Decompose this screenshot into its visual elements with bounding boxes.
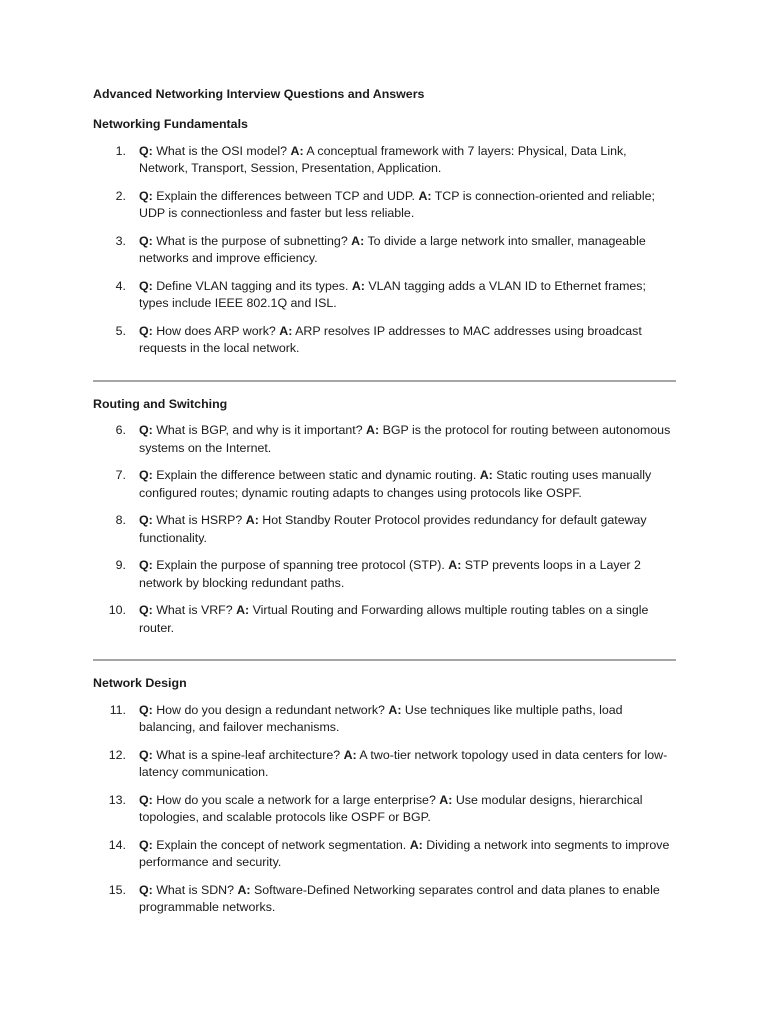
qa-item <box>93 467 676 502</box>
answer-text: Static routing uses manually configured routes; dynamic routing adapts to changes using protocols like OSPF. <box>139 468 652 500</box>
answer-text: To divide a large network into smaller, manageable networks and improve efficiency. <box>139 233 646 265</box>
answer-label: A: <box>439 792 453 807</box>
question-text: What is HSRP? <box>156 513 243 527</box>
answer-text: A two-tier network topology used in data centers for low-latency communication. <box>139 747 668 779</box>
item-number: 13. <box>108 792 126 807</box>
answer-label: A: <box>366 423 380 437</box>
answer-text: A conceptual framework with 7 layers: Physical, Data Link, Network, Transport, Session, Presentation, Application. <box>139 143 627 175</box>
question-label: Q: <box>139 837 153 852</box>
qa-item <box>93 557 676 592</box>
answer-text: TCP is connection-oriented and reliable; UDP is connectionless and faster but less reliable. <box>139 188 655 220</box>
question-text: What is VRF? <box>156 603 233 617</box>
item-number: 2. <box>115 188 126 203</box>
document-title: Advanced Networking Interview Questions and Answers <box>93 87 425 101</box>
answer-label: A: <box>351 278 365 293</box>
qa-item <box>93 747 676 782</box>
answer-label: A: <box>479 468 493 482</box>
answer-text: Use techniques like multiple paths, load balancing, and failover mechanisms. <box>139 702 623 734</box>
item-number: 6. <box>115 423 126 437</box>
answer-label: A: <box>351 233 365 248</box>
answer-text: Hot Standby Router Protocol provides redundancy for default gateway functionality. <box>139 513 647 545</box>
question-text: What is the purpose of subnetting? <box>156 233 348 248</box>
answer-label: A: <box>448 558 462 572</box>
qa-list <box>93 143 676 358</box>
question-label: Q: <box>139 603 153 617</box>
question-text: Define VLAN tagging and its types. <box>156 278 349 293</box>
question-text: Explain the differences between TCP and UDP. <box>156 188 415 203</box>
qa-item <box>93 792 676 827</box>
qa-item <box>93 422 676 457</box>
item-number: 1. <box>115 143 126 158</box>
answer-text: ARP resolves IP addresses to MAC addresses using broadcast requests in the local network. <box>139 323 642 355</box>
answer-text: Use modular designs, hierarchical topologies, and scalable protocols like OSPF or BGP. <box>139 792 643 824</box>
question-text: What is BGP, and why is it important? <box>156 423 363 437</box>
qa-item <box>93 188 676 223</box>
answer-label: A: <box>343 747 357 762</box>
question-label: Q: <box>139 468 153 482</box>
question-text: How do you design a redundant network? <box>156 702 385 717</box>
item-number: 12. <box>108 747 126 762</box>
question-label: Q: <box>139 278 153 293</box>
section-heading: Network Design <box>93 676 187 690</box>
section-heading: Networking Fundamentals <box>93 117 248 131</box>
answer-label: A: <box>236 603 250 617</box>
qa-item <box>93 837 676 872</box>
qa-item <box>93 278 676 313</box>
question-text: How do you scale a network for a large enterprise? <box>156 792 436 807</box>
question-label: Q: <box>139 143 153 158</box>
question-label: Q: <box>139 747 153 762</box>
item-number: 10. <box>108 603 126 617</box>
answer-label: A: <box>245 513 259 527</box>
answer-label: A: <box>388 702 402 717</box>
item-number: 8. <box>115 513 126 527</box>
answer-label: A: <box>237 882 251 897</box>
question-text: Explain the concept of network segmentation. <box>156 837 407 852</box>
answer-text: Software-Defined Networking separates control and data planes to enable programmable networks. <box>139 882 660 914</box>
section-divider <box>93 659 676 661</box>
question-label: Q: <box>139 882 153 897</box>
item-number: 9. <box>115 558 126 572</box>
item-number: 4. <box>115 278 126 293</box>
answer-text: BGP is the protocol for routing between autonomous systems on the Internet. <box>139 423 671 455</box>
item-number: 14. <box>108 837 126 852</box>
item-number: 11. <box>109 702 126 717</box>
answer-label: A: <box>290 143 304 158</box>
qa-item <box>93 702 676 737</box>
question-text: What is SDN? <box>156 882 235 897</box>
qa-item <box>93 323 676 358</box>
question-label: Q: <box>139 792 153 807</box>
question-text: How does ARP work? <box>156 323 276 338</box>
answer-label: A: <box>279 323 293 338</box>
question-label: Q: <box>139 323 153 338</box>
question-label: Q: <box>139 233 153 248</box>
qa-item <box>93 882 676 917</box>
item-number: 5. <box>115 323 126 338</box>
answer-label: A: <box>418 188 432 203</box>
question-label: Q: <box>139 558 153 572</box>
qa-item <box>93 233 676 268</box>
answer-text: Dividing a network into segments to improve performance and security. <box>139 837 670 869</box>
sections-container <box>93 116 676 917</box>
question-text: What is the OSI model? <box>156 143 288 158</box>
qa-item <box>93 512 676 547</box>
qa-item <box>93 143 676 178</box>
question-text: Explain the purpose of spanning tree protocol (STP). <box>156 558 445 572</box>
question-label: Q: <box>139 188 153 203</box>
qa-item <box>93 602 676 637</box>
item-number: 15. <box>108 882 126 897</box>
qa-list <box>93 422 676 637</box>
answer-text: STP prevents loops in a Layer 2 network by blocking redundant paths. <box>139 558 641 590</box>
answer-text: Virtual Routing and Forwarding allows multiple routing tables on a single router. <box>139 603 649 635</box>
qa-list <box>93 702 676 917</box>
answer-text: VLAN tagging adds a VLAN ID to Ethernet frames; types include IEEE 802.1Q and ISL. <box>139 278 646 310</box>
question-text: Explain the difference between static and dynamic routing. <box>156 468 477 482</box>
question-label: Q: <box>139 513 153 527</box>
item-number: 3. <box>115 233 126 248</box>
section-divider <box>93 380 676 382</box>
section-heading: Routing and Switching <box>93 396 228 411</box>
document-page <box>93 86 676 917</box>
question-label: Q: <box>139 423 153 437</box>
question-text: What is a spine-leaf architecture? <box>156 747 341 762</box>
item-number: 7. <box>115 468 126 482</box>
question-label: Q: <box>139 702 153 717</box>
answer-label: A: <box>409 837 423 852</box>
